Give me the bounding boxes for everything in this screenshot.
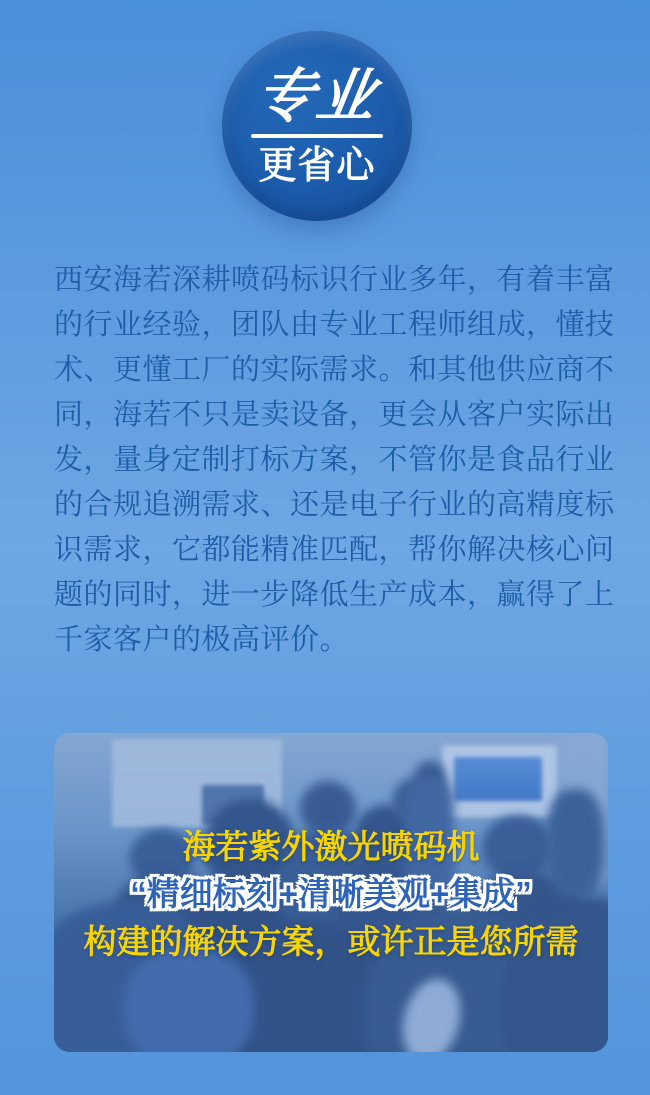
- badge-subtitle: 更省心: [258, 144, 376, 187]
- badge-title: 专业: [250, 63, 384, 129]
- intro-line: 识需求，它都能精准匹配，帮你解决核心问: [54, 534, 615, 566]
- intro-line: 题的同时，进一步降低生产成本，赢得了上: [54, 579, 615, 611]
- intro-line: 发，量身定制打标方案，不管你是食品行业: [54, 444, 615, 476]
- badge-circle: [222, 31, 412, 221]
- intro-paragraph: [54, 258, 614, 663]
- photo-caption-product: 海若紫外激光喷码机: [182, 828, 480, 865]
- intro-line: 术、更懂工厂的实际需求。和其他供应商不: [54, 354, 615, 386]
- photo-caption-solution: 构建的解决方案，或许正是您所需: [83, 923, 579, 960]
- intro-line: 同，海若不只是卖设备，更会从客户实际出: [54, 399, 615, 431]
- training-photo: [54, 733, 608, 1052]
- intro-line: 的合规追溯需求、还是电子行业的高精度标: [54, 489, 615, 521]
- intro-line: 千家客户的极高评价。: [54, 624, 350, 656]
- photo-caption-features: “精细标刻+清晰美观+集成”: [130, 875, 532, 912]
- intro-line: 西安海若深耕喷码标识行业多年，有着丰富: [54, 264, 615, 296]
- intro-line: 的行业经验，团队由专业工程师组成，懂技: [54, 309, 615, 341]
- badge-divider: [251, 134, 383, 138]
